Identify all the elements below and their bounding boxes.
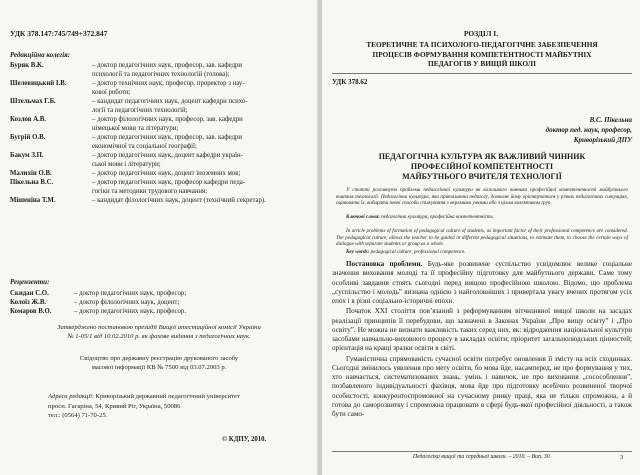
keywords-en-label: Key words: xyxy=(346,249,370,255)
reviewer-description: – доктор педагогічних наук, професор. xyxy=(74,308,187,315)
section-number: РОЗДІЛ І. xyxy=(463,29,499,38)
body-paragraph xyxy=(332,355,632,420)
member-description: – доктор технічних наук, професор, проректор з нау- кової роботи; xyxy=(92,80,245,96)
reviewer-name: Колоїз Ж.В. xyxy=(10,299,47,306)
reviewers-heading: Рецензенти: xyxy=(10,278,50,286)
member-description: – кандидат педагогічних наук, доцент кафедри психо- логії та педагогічних технологій; xyxy=(92,98,248,114)
udk-code: УДК 378.147:745/749+372.847 xyxy=(10,29,108,38)
keywords-uk-text: педагогічна культура, професійна компетентність. xyxy=(379,214,495,220)
body-lead-label: Постановка проблеми. xyxy=(346,260,423,268)
member-description: – доктор педагогічних наук, професор кафедри педа- гогіки та методики трудового навчання; xyxy=(92,179,246,195)
article-body xyxy=(332,260,632,420)
article-author: В.С. Пікельна доктор пед. наук, професор, Криворізький ДПУ xyxy=(545,116,632,144)
approval-notice: Затверджено постановою президії Вищої атестаційної комісії України № 1-05/1 від 10.02.2010 р. як фахове видання з педагогічних наук. xyxy=(57,324,261,340)
member-description: – доктор педагогічних наук, доцент кафедри україн- ської мови і літератури; xyxy=(92,152,243,168)
body-paragraph xyxy=(332,260,632,306)
member-description: – доктор філологічних наук, професор, зав. кафедри німецької мови та літератури; xyxy=(92,116,243,132)
body-paragraph xyxy=(332,307,632,353)
reviewer-description: – доктор філологічних наук, доцент; xyxy=(74,299,180,306)
registration-certificate: Свідоцтво про державну реєстрацію друкованого засобу масової інформації КВ № 7500 від 03.07.2003 р. xyxy=(79,355,239,371)
body-paragraph-3: Гуманістична спрямованість сучасної освіти потребує оновлення її змісту на всіх сходинках. Сьогодні змінилось уявлення про мету освіти, бо мова йде, насамперед, не про формування у тих, хто навчається, систематизованих знань, умінь і навичок, не про виховання „сосособлення”, позбавленого індивідуальності фахівця, мова йде про підготовку всебічно розвиненої творчої особистості, конкурентоспроможної на сучасному ринку праці, яка не тільки спроможна, а й готова до саморозвитку і спроможна працювати в сфері будь-якої професійної діяльності, а також бути само- xyxy=(332,354,632,418)
keywords-en xyxy=(336,249,628,256)
reviewer-name: Скидан С.О. xyxy=(10,290,49,297)
left-page xyxy=(0,0,318,475)
article-title: ПЕДАГОГІЧНА КУЛЬТУРА ЯК ВАЖЛИВИЙ ЧИННИК ПРОФЕСІЙНОЇ КОМПЕТЕНТНОСТІ МАЙБУТНЬОГО ВЧИТЕЛЯ ТЕХНОЛОГІЇ xyxy=(378,152,586,181)
member-description: – доктор педагогічних наук, професор, зав. кафедри економічної та соціальної географії; xyxy=(92,134,243,150)
editorial-address xyxy=(48,392,308,421)
abstract-en xyxy=(336,228,628,248)
abstract-en-text: In article problems of formation of pedagogical culture of students, as important factor of their professional competence are considered. The pedagogical culture, allows the teacher to be guided in different pedagogical situations, to estimate them, to choose the certain ways of dialogue with separate students or group as a whole. xyxy=(336,228,628,248)
address-label: Адреса редакції xyxy=(48,393,92,400)
address-text: : Криворізький державний педагогічний університет просп. Гагаріна, 54, Кривий Ріг, Україна, 50086 тел.: (0564) 71-70-25. xyxy=(48,393,240,419)
body-paragraph-1: Будь-яке розвинене суспільство усвідомлює велике соціальне значення виховання молоді та її професійну підготовку для майбутнього держави. Саме тому особливі завдання стоять сьогодні перед вищою професійною школою. Відомо, що проблема „суспільство і молодь” визнана однією з найголовніших і привертала увагу вчених протягом усіх епох і в різні соціально-історичні епохи. xyxy=(332,260,632,305)
editorial-board-heading: Редакційна колегія: xyxy=(10,51,71,59)
abstract-uk xyxy=(336,187,628,207)
keywords-en-text: pedagogical culture, professional competence. xyxy=(369,249,466,255)
reviewer-name: Комаров В.О. xyxy=(10,308,52,315)
member-name: Малихін О.В. xyxy=(10,170,52,177)
member-name: Штельмах Г.Б. xyxy=(10,98,56,105)
article-udk: УДК 378.62 xyxy=(332,78,368,86)
body-paragraph-2: Початок XXI століття пов’язаний з реформуванням вітчизняної вищої школи на засадах реалізації принципів її перебудови, що зазначені в Законах України „Про вищу освіту” і „Про освіту”. Не можна не визнати важливість таких серед них, як: відродження національної культури засобами навчально-виховного процесу в закладах освіти; пріоритет загальнолюдських цінностей; орієнтація на кращі зразки освіти в світі. xyxy=(332,307,632,353)
reviewer-description: – доктор педагогічних наук, професор; xyxy=(74,290,187,297)
member-name: Мішеніна Т.М. xyxy=(10,197,56,204)
member-description: – доктор педагогічних наук, професор, зав. кафедри психології та педагогічних технологій (голова); xyxy=(92,62,243,78)
member-description: – доктор педагогічних наук, доцент іноземних мов; xyxy=(92,170,241,177)
section-divider xyxy=(332,73,632,74)
page-number: 3 xyxy=(620,454,624,461)
right-page xyxy=(322,0,640,475)
footer-divider xyxy=(332,451,632,452)
member-name: Бакум З.П. xyxy=(10,152,44,159)
running-footer: Педагогіка вищої та середньої школи. – 2010. – Вип. 30. xyxy=(412,454,552,460)
keywords-uk-label: Ключові слова: xyxy=(346,214,380,220)
member-name: Буряк В.К. xyxy=(10,62,44,69)
member-description: – кандидат філологічних наук, доцент (технічний секретар). xyxy=(92,197,266,204)
member-name: Шелевицький І.В. xyxy=(10,80,67,87)
section-title: ТЕОРЕТИЧНЕ ТА ПСИХОЛОГО-ПЕДАГОГІЧНЕ ЗАБЕЗПЕЧЕННЯ ПРОЦЕСІВ ФОРМУВАННЯ КОМПЕТЕНТНОСТІ МАЙБУТНІХ ПЕДАГОГІВ У ВИЩІЙ ШКОЛІ xyxy=(366,40,598,68)
abstract-uk-text: У статті розглянуто проблеми педагогічної культури як важливого чинника професійної компетентності майбутнього вчителя технології. Педагогічна культура, яка притаманна педагогу, дозволяє йому орієнтуватися у різних педагогічних ситуаціях, оцінювати їх, вибирати певні способи спілкування з окремими учнями або з цілим колективом груп. xyxy=(336,187,628,207)
member-name: Бугрій О.В. xyxy=(10,134,46,141)
member-name: Козлов А.В. xyxy=(10,116,46,123)
keywords-uk xyxy=(336,214,628,221)
member-name: Пікельна В.С. xyxy=(10,179,54,186)
copyright: © КДПУ, 2010. xyxy=(222,436,267,443)
